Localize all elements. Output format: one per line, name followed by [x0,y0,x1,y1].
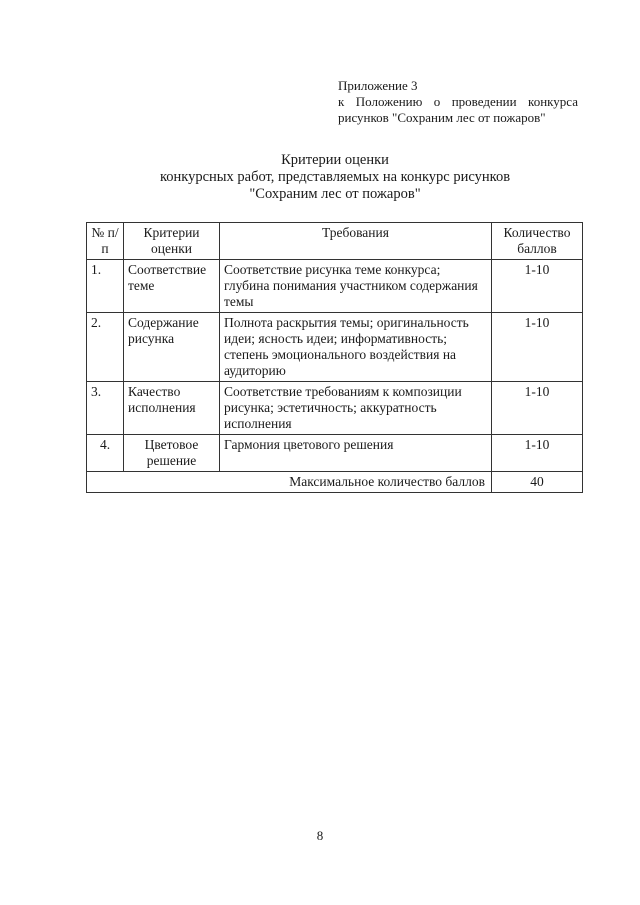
title-line-2: конкурсных работ, представляемых на конкурс рисунков [159,169,511,185]
table-row [87,313,583,382]
row-requirements: Полнота раскрытия темы; оригинальность идеи; ясность идеи; информативность; степень эмоционального воздействия на аудиторию [220,313,492,382]
total-row [87,472,583,493]
document-title [100,152,570,203]
row-score: 1-10 [492,260,583,313]
title-line-3: "Сохраним лес от пожаров" [249,186,421,202]
row-criterion: Соответствие теме [124,260,220,313]
table-row [87,382,583,435]
appendix-title: Приложение 3 [338,78,418,93]
row-num: 3. [87,382,124,435]
page-number: 8 [316,828,324,843]
appendix-note [338,78,578,126]
criteria-table [86,222,583,493]
row-criterion: Цветовое решение [124,435,220,472]
table-row [87,260,583,313]
header-requirements: Требования [220,223,492,260]
header-num: № п/п [87,223,124,260]
row-score: 1-10 [492,313,583,382]
row-score: 1-10 [492,435,583,472]
table-row [87,435,583,472]
title-line-1: Критерии оценки [281,152,389,168]
total-label: Максимальное количество баллов [87,472,492,493]
row-requirements: Гармония цветового решения [220,435,492,472]
row-criterion: Качество исполнения [124,382,220,435]
row-score: 1-10 [492,382,583,435]
total-value: 40 [492,472,583,493]
header-criterion: Критерии оценки [124,223,220,260]
row-requirements: Соответствие требованиям к композиции рисунка; эстетичность; аккуратность исполнения [220,382,492,435]
row-num: 1. [87,260,124,313]
row-num: 2. [87,313,124,382]
table-header-row [87,223,583,260]
header-score: Количество баллов [492,223,583,260]
row-criterion: Содержание рисунка [124,313,220,382]
appendix-contest-name: рисунков "Сохраним лес от пожаров" [338,110,546,125]
row-num: 4. [87,435,124,472]
appendix-reference: к Положению о проведении конкурса [338,94,578,109]
row-requirements: Соответствие рисунка теме конкурса; глубина понимания участником содержания темы [220,260,492,313]
